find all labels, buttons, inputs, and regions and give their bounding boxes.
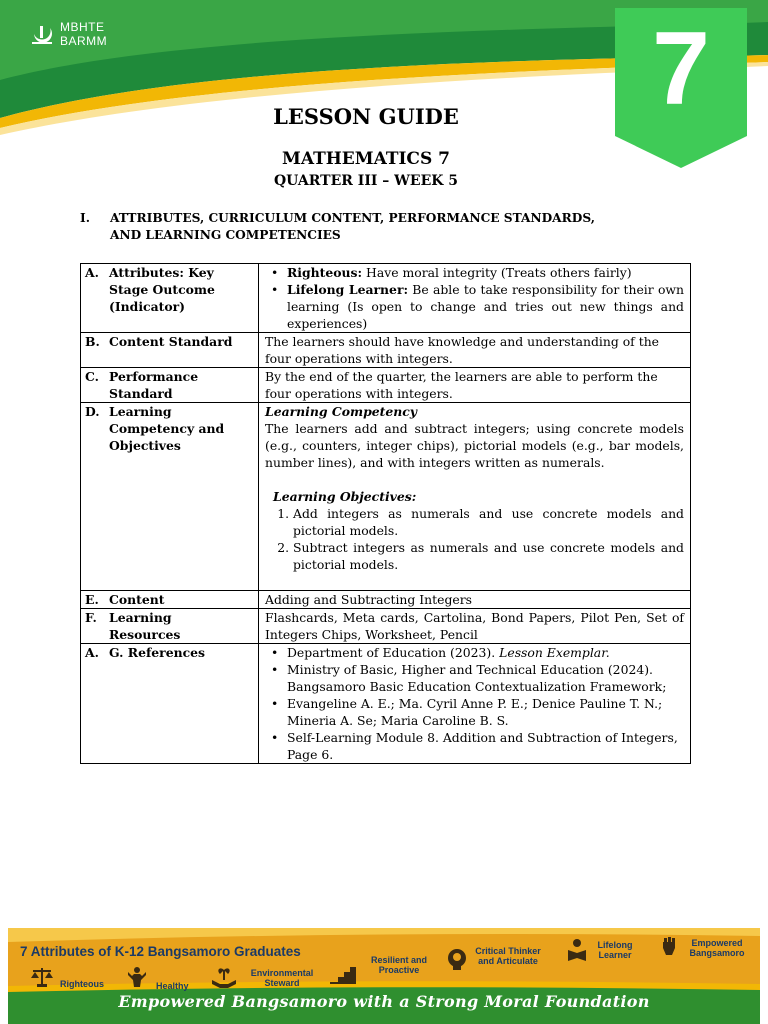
attribute-term: Righteous: <box>287 265 363 280</box>
label-line: Resources <box>109 627 181 642</box>
label-line: Learning <box>109 610 172 625</box>
row-letter: D. <box>85 404 100 419</box>
reading-person-icon <box>566 938 588 962</box>
value-content: Adding and Subtracting Integers <box>259 591 691 609</box>
row-references <box>81 644 691 764</box>
mbhte-logo <box>30 20 107 48</box>
label-line: Stage Outcome <box>109 282 215 297</box>
attribute-term: Lifelong Learner: <box>287 282 409 297</box>
reference-text: Evangeline A. E.; Ma. Cyril Anne P. E.; Denice Pauline T. N.; Mineria A. Se; Maria Caroline B. S. <box>287 696 663 728</box>
section-number: I. <box>80 211 90 225</box>
objectives-heading: Learning Objectives: <box>273 489 417 504</box>
footer-title: 7 Attributes of K-12 Bangsamoro Graduates <box>20 944 301 959</box>
footer-slogan: Empowered Bangsamoro with a Strong Moral Foundation <box>118 992 650 1011</box>
value-resources: Flashcards, Meta cards, Cartolina, Bond Papers, Pilot Pen, Set of Integers Chips, Worksheet, Pencil <box>259 609 691 644</box>
reference-italic: Lesson Exemplar. <box>499 645 610 660</box>
fist-icon <box>658 934 680 956</box>
attribute-item: • Lifelong Learner: Be able to take responsibility for their own learning (Is open to change and tries out new things and experiences) <box>271 282 684 331</box>
label-content <box>81 591 259 609</box>
subject-title: MATHEMATICS 7 <box>282 149 450 169</box>
reference-text: Self-Learning Module 8. Addition and Subtraction of Integers, Page 6. <box>287 730 678 762</box>
attribute-label: Empowered Bangsamoro <box>689 938 745 958</box>
label-line: Learning <box>109 404 172 419</box>
reference-item: • Evangeline A. E.; Ma. Cyril Anne P. E.; Denice Pauline T. N.; Mineria A. Se; Maria Caroline B. S. <box>271 696 663 728</box>
quarter-title: QUARTER III – WEEK 5 <box>273 173 459 189</box>
grade-number: 7 <box>652 11 710 127</box>
reference-item: • Department of Education (2023). Lesson Exemplar. <box>271 645 610 660</box>
row-letter: A. <box>85 265 99 280</box>
objective-item: 2. Subtract integers as numerals and use concrete models and pictorial models. <box>293 539 684 573</box>
strong-person-icon <box>126 966 148 988</box>
section-line2: AND LEARNING COMPETENCIES <box>110 228 341 242</box>
label-performance-standard <box>81 368 259 403</box>
row-content-standard <box>81 333 691 368</box>
label-competency <box>81 403 259 591</box>
label-line: (Indicator) <box>109 299 185 314</box>
attribute-label: Lifelong Learner <box>597 940 633 960</box>
row-letter: C. <box>85 369 99 384</box>
label-line: Content Standard <box>109 334 233 349</box>
reference-item: • Self-Learning Module 8. Addition and Subtraction of Integers, Page 6. <box>271 730 678 762</box>
row-letter: B. <box>85 334 100 349</box>
attribute-label: Resilient and Proactive <box>370 955 427 975</box>
label-line: Attributes: Key <box>109 265 214 280</box>
attribute-text: Be able to take responsibility for their own learning (Is open to change and tries out new things and experiences) <box>287 282 684 331</box>
value-performance-standard: By the end of the quarter, the learners are able to perform the four operations with integers. <box>259 368 691 403</box>
attribute-label: Righteous <box>60 979 104 989</box>
mosque-icon <box>30 20 54 48</box>
row-letter: A. <box>85 645 99 660</box>
value-content-standard: The learners should have knowledge and understanding of the four operations with integers. <box>259 333 691 368</box>
attribute-label: Healthy <box>156 981 189 991</box>
row-performance-standard <box>81 368 691 403</box>
competency-text: The learners add and subtract integers; using concrete models (e.g., counters, integer chips), pictorial models (e.g., bar models, number lines), and with integers written as numerals. <box>265 421 684 470</box>
value-references <box>259 644 691 764</box>
row-letter: F. <box>85 610 97 625</box>
row-content <box>81 591 691 609</box>
reference-item: • Ministry of Basic, Higher and Technical Education (2024). Bangsamoro Basic Education Contextualization Framework; <box>271 662 667 694</box>
value-attributes <box>259 264 691 333</box>
label-attributes <box>81 264 259 333</box>
objective-item: 1. Add integers as numerals and use concrete models and pictorial models. <box>293 505 684 539</box>
plant-hands-icon <box>212 966 236 988</box>
label-resources <box>81 609 259 644</box>
lesson-table <box>80 263 691 764</box>
scales-icon <box>30 966 54 988</box>
label-line: Standard <box>109 386 173 401</box>
attribute-label: Environmental Steward <box>250 968 314 988</box>
value-competency <box>259 403 691 591</box>
label-line: Content <box>109 592 165 607</box>
page-title: LESSON GUIDE <box>273 104 459 129</box>
label-content-standard <box>81 333 259 368</box>
stairs-icon <box>330 962 356 984</box>
row-attributes <box>81 264 691 333</box>
competency-heading: Learning Competency <box>265 404 417 419</box>
reference-text: Ministry of Basic, Higher and Technical Education (2024). Bangsamoro Basic Education Contextualization Framework; <box>287 662 667 694</box>
label-line: Objectives <box>109 438 181 453</box>
attribute-text: Have moral integrity (Treats others fairly) <box>362 265 632 280</box>
label-line: Performance <box>109 369 199 384</box>
label-line: Competency and <box>109 421 225 436</box>
section-line1: ATTRIBUTES, CURRICULUM CONTENT, PERFORMANCE STANDARDS, <box>110 211 595 225</box>
logo-line1: MBHTE <box>60 20 105 34</box>
logo-line2: BARMM <box>60 34 108 48</box>
row-competency <box>81 403 691 591</box>
row-resources <box>81 609 691 644</box>
brain-head-icon <box>446 948 468 970</box>
label-line: G. References <box>109 645 205 660</box>
attribute-item: • Righteous: Have moral integrity (Treats others fairly) <box>271 265 632 280</box>
label-references <box>81 644 259 764</box>
attribute-label: Critical Thinker and Articulate <box>475 946 541 966</box>
row-letter: E. <box>85 592 99 607</box>
reference-text: Department of Education (2023). <box>287 645 500 660</box>
